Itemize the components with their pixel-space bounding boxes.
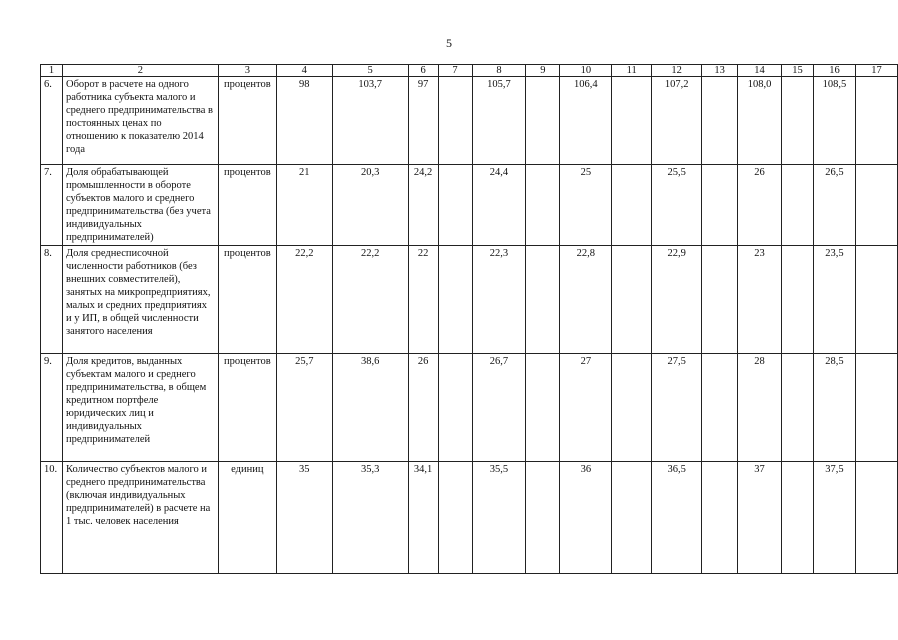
value-cell bbox=[526, 165, 560, 246]
value-cell: 35 bbox=[276, 462, 332, 574]
unit-cell: процентов bbox=[218, 246, 276, 354]
value-cell: 38,6 bbox=[332, 354, 408, 462]
row-number: 9. bbox=[41, 354, 63, 462]
column-number: 10 bbox=[560, 65, 612, 77]
value-cell: 97 bbox=[408, 77, 438, 165]
value-cell: 36,5 bbox=[652, 462, 702, 574]
column-number: 4 bbox=[276, 65, 332, 77]
value-cell: 35,3 bbox=[332, 462, 408, 574]
value-cell bbox=[438, 77, 472, 165]
value-cell bbox=[855, 462, 897, 574]
value-cell bbox=[612, 246, 652, 354]
value-cell: 35,5 bbox=[472, 462, 526, 574]
value-cell: 26,7 bbox=[472, 354, 526, 462]
value-cell bbox=[855, 246, 897, 354]
value-cell: 106,4 bbox=[560, 77, 612, 165]
column-number: 7 bbox=[438, 65, 472, 77]
unit-cell: процентов bbox=[218, 165, 276, 246]
table-row bbox=[41, 246, 898, 354]
indicator-name: Доля среднесписочной численности работников (без внешних совместителей), занятых на микропредприятиях, малых и средних предприятиях и у ИП, в общей численности занятого населения bbox=[62, 246, 218, 354]
value-cell bbox=[526, 354, 560, 462]
value-cell bbox=[612, 462, 652, 574]
value-cell: 27 bbox=[560, 354, 612, 462]
column-number-row bbox=[41, 65, 898, 77]
value-cell bbox=[855, 165, 897, 246]
value-cell: 108,5 bbox=[813, 77, 855, 165]
value-cell: 28,5 bbox=[813, 354, 855, 462]
page-number: 5 bbox=[446, 36, 452, 50]
value-cell bbox=[702, 165, 738, 246]
value-cell: 37,5 bbox=[813, 462, 855, 574]
table-row bbox=[41, 354, 898, 462]
column-number: 13 bbox=[702, 65, 738, 77]
unit-cell: единиц bbox=[218, 462, 276, 574]
value-cell: 36 bbox=[560, 462, 612, 574]
value-cell: 108,0 bbox=[738, 77, 782, 165]
column-number: 1 bbox=[41, 65, 63, 77]
value-cell bbox=[855, 77, 897, 165]
row-number: 10. bbox=[41, 462, 63, 574]
table-row bbox=[41, 77, 898, 165]
value-cell: 26,5 bbox=[813, 165, 855, 246]
column-number: 12 bbox=[652, 65, 702, 77]
value-cell: 27,5 bbox=[652, 354, 702, 462]
value-cell bbox=[526, 246, 560, 354]
row-number: 8. bbox=[41, 246, 63, 354]
value-cell: 22,8 bbox=[560, 246, 612, 354]
value-cell: 98 bbox=[276, 77, 332, 165]
value-cell: 25 bbox=[560, 165, 612, 246]
value-cell: 21 bbox=[276, 165, 332, 246]
value-cell: 22,2 bbox=[332, 246, 408, 354]
column-number: 3 bbox=[218, 65, 276, 77]
column-number: 2 bbox=[62, 65, 218, 77]
value-cell bbox=[612, 77, 652, 165]
column-number: 15 bbox=[782, 65, 814, 77]
indicator-name: Оборот в расчете на одного работника субъекта малого и среднего предпринимательства в постоянных ценах по отношению к показателю 2014 года bbox=[62, 77, 218, 165]
column-number: 5 bbox=[332, 65, 408, 77]
column-number: 14 bbox=[738, 65, 782, 77]
indicator-name: Доля обрабатывающей промышленности в обороте субъектов малого и среднего предпринимательства (без учета индивидуальных предпринимателей) bbox=[62, 165, 218, 246]
value-cell: 22,2 bbox=[276, 246, 332, 354]
value-cell bbox=[612, 354, 652, 462]
value-cell: 22 bbox=[408, 246, 438, 354]
value-cell: 20,3 bbox=[332, 165, 408, 246]
row-number: 6. bbox=[41, 77, 63, 165]
value-cell: 24,2 bbox=[408, 165, 438, 246]
value-cell bbox=[782, 165, 814, 246]
value-cell: 23 bbox=[738, 246, 782, 354]
value-cell: 26 bbox=[408, 354, 438, 462]
unit-cell: процентов bbox=[218, 77, 276, 165]
value-cell: 22,3 bbox=[472, 246, 526, 354]
indicator-name: Количество субъектов малого и среднего предпринимательства (включая индивидуальных предпринимателей) в расчете на 1 тыс. человек населения bbox=[62, 462, 218, 574]
value-cell: 25,7 bbox=[276, 354, 332, 462]
table-row bbox=[41, 165, 898, 246]
column-number: 9 bbox=[526, 65, 560, 77]
value-cell bbox=[526, 77, 560, 165]
value-cell: 103,7 bbox=[332, 77, 408, 165]
value-cell: 28 bbox=[738, 354, 782, 462]
column-number: 6 bbox=[408, 65, 438, 77]
value-cell bbox=[855, 354, 897, 462]
value-cell bbox=[438, 246, 472, 354]
value-cell bbox=[438, 462, 472, 574]
value-cell bbox=[782, 462, 814, 574]
column-number: 8 bbox=[472, 65, 526, 77]
value-cell: 25,5 bbox=[652, 165, 702, 246]
value-cell bbox=[782, 77, 814, 165]
value-cell bbox=[438, 354, 472, 462]
column-number: 11 bbox=[612, 65, 652, 77]
value-cell: 23,5 bbox=[813, 246, 855, 354]
unit-cell: процентов bbox=[218, 354, 276, 462]
value-cell: 37 bbox=[738, 462, 782, 574]
value-cell: 22,9 bbox=[652, 246, 702, 354]
value-cell bbox=[702, 354, 738, 462]
value-cell bbox=[612, 165, 652, 246]
row-number: 7. bbox=[41, 165, 63, 246]
value-cell bbox=[782, 354, 814, 462]
value-cell bbox=[702, 462, 738, 574]
value-cell: 26 bbox=[738, 165, 782, 246]
value-cell: 24,4 bbox=[472, 165, 526, 246]
value-cell: 105,7 bbox=[472, 77, 526, 165]
value-cell: 34,1 bbox=[408, 462, 438, 574]
table-row bbox=[41, 462, 898, 574]
column-number: 17 bbox=[855, 65, 897, 77]
value-cell: 107,2 bbox=[652, 77, 702, 165]
value-cell bbox=[702, 77, 738, 165]
value-cell bbox=[702, 246, 738, 354]
column-number: 16 bbox=[813, 65, 855, 77]
indicators-table bbox=[40, 64, 898, 574]
indicator-name: Доля кредитов, выданных субъектам малого и среднего предпринимательства, в общем кредитном портфеле юридических лиц и индивидуальных предпринимателей bbox=[62, 354, 218, 462]
value-cell bbox=[782, 246, 814, 354]
value-cell bbox=[526, 462, 560, 574]
value-cell bbox=[438, 165, 472, 246]
